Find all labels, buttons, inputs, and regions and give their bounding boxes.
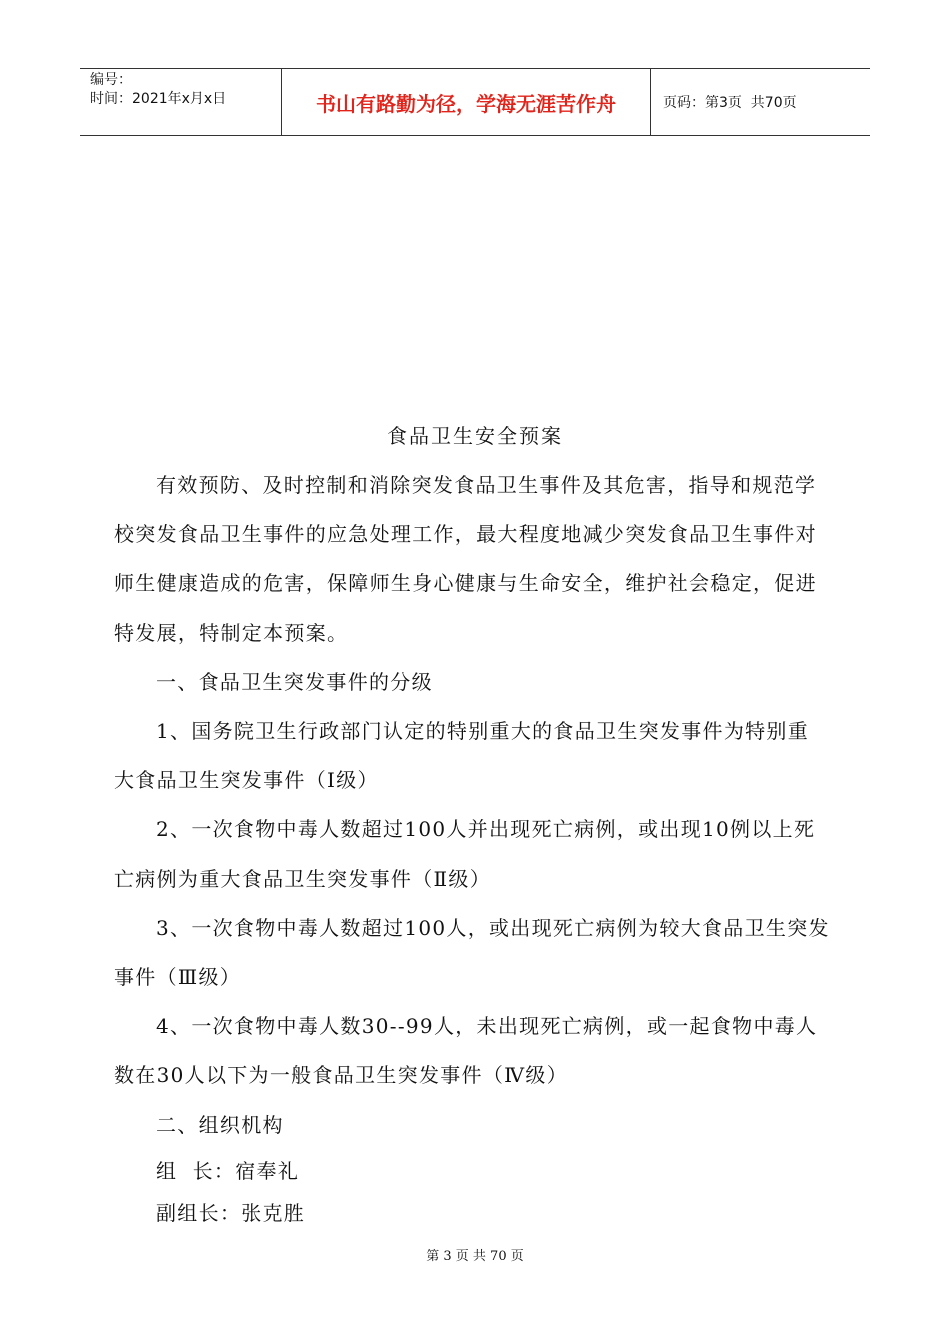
header-motto: 书山有路勤为径，学海无涯苦作舟	[281, 69, 651, 135]
org-leader: 组 长：宿奉礼	[156, 1158, 300, 1183]
intro-paragraph: 有效预防、及时控制和消除突发食品卫生事件及其危害，指导和规范学校突发食品卫生事件的应急处理工作，最大程度地减少突发食品卫生事件对师生健康造成的危害，保障师生身心健康与生命安全，维护社会稳定，促进特发展，特制定本预案。	[114, 473, 817, 645]
code-label: 编号：	[90, 72, 132, 88]
section-heading-organization: 二、组织机构	[156, 1112, 284, 1137]
grade-item-3: 3、一次食物中毒人数超过100人，或出现死亡病例为较大食品卫生突发事件（Ⅲ级）	[114, 915, 830, 990]
grade-item-1: 1、国务院卫生行政部门认定的特别重大的食品卫生突发事件为特别重大食品卫生突发事件（Ⅰ级）	[114, 719, 810, 793]
page-footer: 第 3 页 共 70 页	[426, 1249, 524, 1264]
document-title: 食品卫生安全预案	[387, 424, 563, 448]
header-meta	[80, 69, 281, 135]
page-header	[80, 68, 870, 136]
document-body	[114, 461, 830, 1234]
grade-item-4: 4、一次食物中毒人数30--99人，未出现死亡病例，或一起食物中毒人数在30人以下为一般食品卫生突发事件（Ⅳ级）	[114, 1014, 818, 1088]
grade-item-2: 2、一次食物中毒人数超过100人并出现死亡病例，或出现10例以上死亡病例为重大食品卫生突发事件（Ⅱ级）	[114, 817, 816, 891]
section-heading-grading: 一、食品卫生突发事件的分级	[156, 669, 433, 694]
time-label: 时间：2021年x月x日	[90, 91, 227, 107]
header-page-info: 页码：第3页 共70页	[663, 95, 797, 111]
org-deputy-leader: 副组长：张克胜	[156, 1200, 306, 1225]
